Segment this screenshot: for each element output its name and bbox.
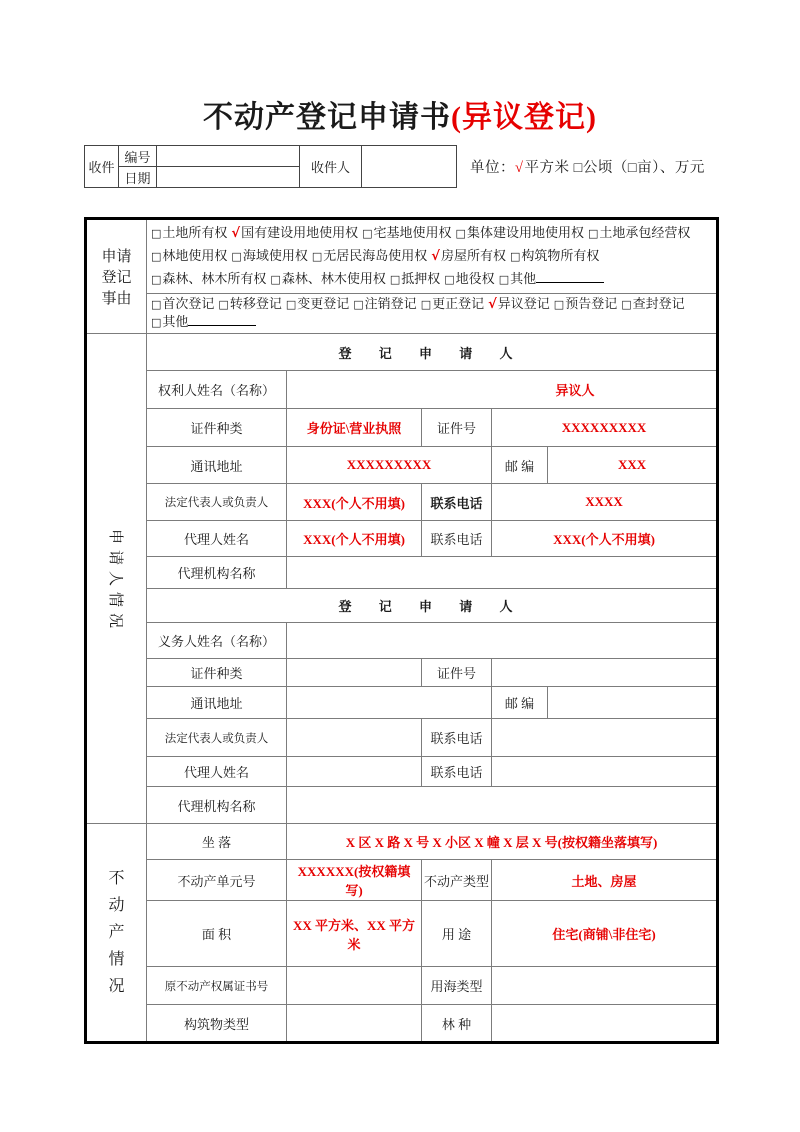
checkbox-option-label: 首次登记 xyxy=(162,296,215,311)
checkbox-icon: □ xyxy=(231,250,242,263)
checkbox-icon: □ xyxy=(151,298,162,311)
holder-name-label: 权利人姓名（名称） xyxy=(147,371,287,409)
checkbox-option-label: 查封登记 xyxy=(632,296,685,311)
sea-type-field[interactable] xyxy=(492,967,718,1005)
structure-type-label: 构筑物类型 xyxy=(147,1005,287,1043)
checkbox-option[interactable] xyxy=(231,225,358,240)
area-label: 面 积 xyxy=(147,901,287,967)
checkbox-option[interactable] xyxy=(151,248,227,263)
checkbox-icon: □ xyxy=(353,298,364,311)
property-type-field[interactable]: 土地、房屋 xyxy=(492,860,718,901)
checkbox-option[interactable] xyxy=(286,296,349,311)
side-label-char: 产 xyxy=(108,924,125,941)
side-label-char: 动 xyxy=(108,897,125,914)
checkbox-icon: □ xyxy=(498,273,510,286)
cert-type2-label: 证件种类 xyxy=(147,659,287,687)
checkbox-option-label: 预告登记 xyxy=(565,296,618,311)
checkbox-icon: □ xyxy=(151,250,162,263)
application-table xyxy=(84,217,719,1044)
checkbox-option-label: 无居民海岛使用权 xyxy=(323,248,428,263)
cert-no-field[interactable]: XXXXXXXXX xyxy=(492,409,718,447)
cert-type2-field[interactable] xyxy=(287,659,422,687)
checkbox-option-label: 转移登记 xyxy=(229,296,282,311)
title-suffix: (异议登记) xyxy=(451,101,597,134)
checkbox-option-label: 其他 xyxy=(162,313,189,329)
side-label-char: 请 xyxy=(106,549,123,566)
checkbox-icon: □ xyxy=(509,250,521,263)
checkbox-option[interactable] xyxy=(353,296,416,311)
checkbox-icon: □ xyxy=(587,227,599,240)
receipt-number-label: 编号 xyxy=(119,146,157,167)
structure-type-field[interactable] xyxy=(287,1005,422,1043)
property-type-label: 不动产类型 xyxy=(422,860,492,901)
use-label: 用 途 xyxy=(422,901,492,967)
use-field[interactable]: 住宅(商铺\非住宅) xyxy=(492,901,718,967)
checkbox-option[interactable] xyxy=(421,296,484,311)
checkbox-option[interactable] xyxy=(488,296,550,311)
checkbox-icon: □ xyxy=(420,298,432,311)
agent-tel-field[interactable]: XXX(个人不用填) xyxy=(492,521,718,557)
side-label-reason xyxy=(86,219,147,334)
checkbox-option-label: 国有建设用地使用权 xyxy=(241,225,359,240)
agency-name-label: 代理机构名称 xyxy=(147,557,287,589)
forest-type-label: 林 种 xyxy=(422,1005,492,1043)
legal-rep2-label: 法定代表人或负责人 xyxy=(147,719,287,757)
legal-rep-label: 法定代表人或负责人 xyxy=(147,484,287,521)
agency-name2-label: 代理机构名称 xyxy=(147,787,287,824)
side-label-line: 事由 xyxy=(101,291,132,307)
checkbox-option[interactable] xyxy=(444,271,494,286)
checkbox-icon: □ xyxy=(311,250,323,263)
legal-tel2-label: 联系电话 xyxy=(422,719,492,757)
blank-underline[interactable] xyxy=(188,314,256,326)
page-title xyxy=(84,92,716,136)
checkbox-option[interactable] xyxy=(151,296,214,311)
forest-type-field[interactable] xyxy=(492,1005,718,1043)
unit-note xyxy=(470,156,705,177)
agent-tel-label: 联系电话 xyxy=(422,521,492,557)
checkbox-option-label: 土地承包经营权 xyxy=(599,225,691,240)
checkbox-option-label: 集体建设用地使用权 xyxy=(466,225,584,240)
checkbox-icon: □ xyxy=(389,273,401,286)
checkbox-option[interactable] xyxy=(431,248,506,263)
cert-type-field[interactable]: 身份证\营业执照 xyxy=(287,409,422,447)
legal-rep2-field[interactable] xyxy=(287,719,422,757)
applicant1-header: 登 记 申 请 人 xyxy=(147,334,718,371)
agent-name2-field[interactable] xyxy=(287,757,422,787)
old-cert-field[interactable] xyxy=(287,967,422,1005)
checkbox-option[interactable] xyxy=(499,271,604,286)
checkbox-option[interactable] xyxy=(151,271,266,286)
side-label-applicant xyxy=(86,334,147,824)
cert-no2-field[interactable] xyxy=(492,659,718,687)
side-label-char: 情 xyxy=(106,591,123,608)
recipient-label: 收件人 xyxy=(300,146,362,188)
side-label-char: 况 xyxy=(106,612,123,629)
checkbox-option-label: 其他 xyxy=(510,271,537,286)
side-label-line: 申请 xyxy=(101,249,132,265)
obligor-name-field[interactable] xyxy=(287,623,718,659)
unit-other-options: □公顷（□亩）、万元 xyxy=(573,160,705,176)
checkmark-icon: √ xyxy=(488,297,497,312)
title-main: 不动产登记申请书 xyxy=(203,101,451,134)
address2-field[interactable] xyxy=(287,687,492,719)
holder-name-field[interactable]: 异议人 xyxy=(287,371,718,409)
checkbox-option-label: 房屋所有权 xyxy=(440,248,506,263)
checkbox-option[interactable] xyxy=(510,248,599,263)
legal-rep-field[interactable]: XXX(个人不用填) xyxy=(287,484,422,521)
location-label: 坐 落 xyxy=(147,824,287,860)
agency-name-field[interactable] xyxy=(287,557,718,589)
checkbox-option-label: 注销登记 xyxy=(364,296,417,311)
address-label: 通讯地址 xyxy=(147,447,287,484)
cert-no-label: 证件号 xyxy=(422,409,492,447)
checkmark-icon: √ xyxy=(231,226,241,241)
unit-no-label: 不动产单元号 xyxy=(147,860,287,901)
checkbox-icon: □ xyxy=(553,298,565,311)
blank-underline[interactable] xyxy=(536,271,604,283)
address-field[interactable]: XXXXXXXXX xyxy=(287,447,492,484)
side-label-char: 情 xyxy=(108,951,125,968)
receipt-table xyxy=(84,145,457,188)
zip2-field[interactable] xyxy=(548,687,718,719)
zip-label: 邮 编 xyxy=(492,447,548,484)
unit-checked-option: 平方米 xyxy=(524,160,570,176)
legal-tel2-field[interactable] xyxy=(492,719,718,757)
cert-type-label: 证件种类 xyxy=(147,409,287,447)
checkbox-icon: □ xyxy=(362,227,373,240)
rights-checkbox-row xyxy=(147,219,718,294)
side-label-char: 人 xyxy=(106,570,123,587)
agent-name-field[interactable]: XXX(个人不用填) xyxy=(287,521,422,557)
checkbox-icon: □ xyxy=(270,273,281,286)
old-cert-label: 原不动产权属证书号 xyxy=(147,967,287,1005)
checkbox-option[interactable] xyxy=(390,271,440,286)
checkbox-option-label: 森林、林木所有权 xyxy=(162,271,267,286)
checkbox-icon: □ xyxy=(151,227,162,240)
checkbox-option-label: 异议登记 xyxy=(497,296,550,311)
side-label-char: 不 xyxy=(108,870,125,887)
checkbox-option-label: 宅基地使用权 xyxy=(373,225,452,240)
applicant2-header: 登 记 申 请 人 xyxy=(147,589,718,623)
cert-no2-label: 证件号 xyxy=(422,659,492,687)
checkbox-option-label: 更正登记 xyxy=(432,296,485,311)
checkbox-icon: □ xyxy=(151,315,162,329)
checkbox-option-label: 土地所有权 xyxy=(162,225,228,240)
checkbox-option-label: 地役权 xyxy=(455,271,495,286)
checkbox-option-label: 变更登记 xyxy=(297,296,350,311)
receipt-date-label: 日期 xyxy=(119,167,157,188)
receipt-number-field[interactable] xyxy=(157,146,300,167)
checkbox-option[interactable] xyxy=(270,271,385,286)
checkbox-option[interactable] xyxy=(588,225,690,240)
checkbox-option-label: 森林、林木使用权 xyxy=(281,271,386,286)
checkbox-option-label: 海域使用权 xyxy=(242,248,308,263)
checkbox-icon: □ xyxy=(285,298,297,311)
location-field[interactable]: X 区 X 路 X 号 X 小区 X 幢 X 层 X 号(按权籍坐落填写) xyxy=(287,824,718,860)
zip2-label: 邮 编 xyxy=(492,687,548,719)
zip-field[interactable]: XXX xyxy=(548,447,718,484)
checkmark-icon: √ xyxy=(431,249,440,264)
obligor-name-label: 义务人姓名（名称） xyxy=(147,623,287,659)
checkbox-option[interactable] xyxy=(554,296,617,311)
side-label-line: 登记 xyxy=(101,270,132,286)
unit-prefix: 单位： xyxy=(470,160,515,176)
checkbox-option-label: 抵押权 xyxy=(401,271,441,286)
receipt-date-field[interactable] xyxy=(157,167,300,188)
area-field[interactable]: XX 平方米、XX 平方米 xyxy=(287,901,422,967)
recipient-field[interactable] xyxy=(362,146,457,188)
sea-type-label: 用海类型 xyxy=(422,967,492,1005)
checkbox-option[interactable] xyxy=(218,296,281,311)
checkbox-option[interactable] xyxy=(231,248,307,263)
checkbox-option[interactable] xyxy=(151,314,256,329)
checkmark-icon: √ xyxy=(515,160,524,176)
side-label-property xyxy=(86,824,147,1043)
receipt-label: 收件 xyxy=(85,146,119,188)
legal-tel-field[interactable]: XXXX xyxy=(492,484,718,521)
checkbox-option[interactable] xyxy=(621,296,684,311)
checkbox-option[interactable] xyxy=(312,248,427,263)
legal-tel-label: 联系电话 xyxy=(422,484,492,521)
checkbox-icon: □ xyxy=(444,273,455,286)
registration-type-checkbox-row xyxy=(147,294,718,334)
checkbox-option-label: 林地使用权 xyxy=(162,248,228,263)
checkbox-icon: □ xyxy=(455,227,466,240)
address2-label: 通讯地址 xyxy=(147,687,287,719)
checkbox-icon: □ xyxy=(621,298,632,311)
checkbox-option[interactable] xyxy=(362,225,451,240)
agent-name2-label: 代理人姓名 xyxy=(147,757,287,787)
agent-tel2-label: 联系电话 xyxy=(422,757,492,787)
agency-name2-field[interactable] xyxy=(287,787,718,824)
checkbox-icon: □ xyxy=(151,273,162,286)
receipt-row xyxy=(84,145,716,188)
checkbox-icon: □ xyxy=(218,298,229,311)
unit-no-field[interactable]: XXXXXX(按权籍填写) xyxy=(287,860,422,901)
checkbox-option-label: 构筑物所有权 xyxy=(521,248,600,263)
agent-name-label: 代理人姓名 xyxy=(147,521,287,557)
side-label-char: 况 xyxy=(108,978,125,995)
agent-tel2-field[interactable] xyxy=(492,757,718,787)
side-label-char: 申 xyxy=(106,528,123,545)
checkbox-option[interactable] xyxy=(456,225,584,240)
checkbox-option[interactable] xyxy=(151,225,227,240)
